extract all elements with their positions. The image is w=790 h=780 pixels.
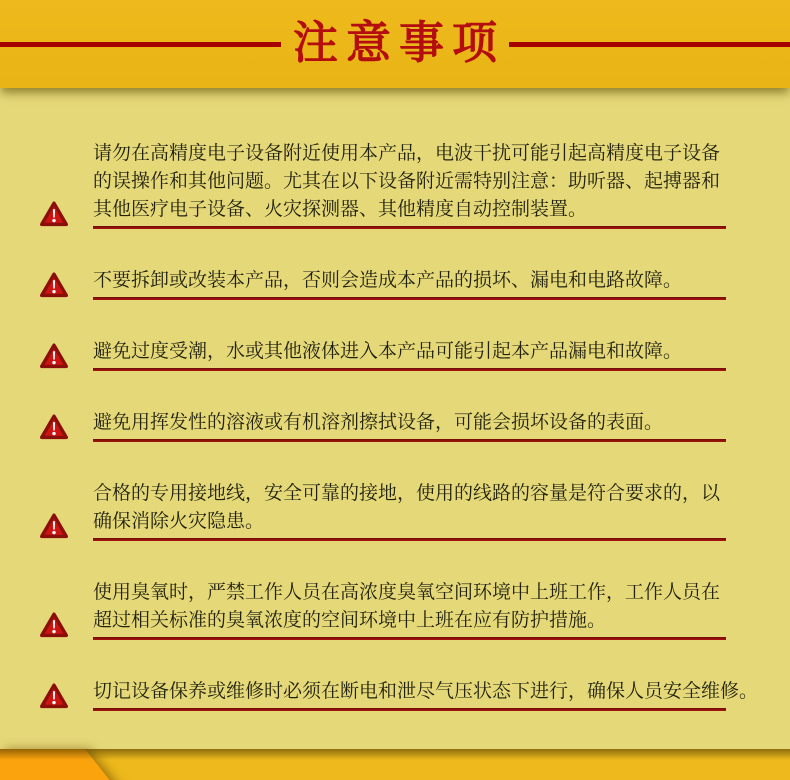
page-title: 注意事项 <box>293 16 506 68</box>
warning-underline <box>93 439 726 442</box>
warning-text-line: 请勿在高精度电子设备附近使用本产品，电波干扰可能引起高精度电子设备 <box>93 143 721 164</box>
warning-item <box>40 267 790 300</box>
warning-underline <box>93 226 726 229</box>
title-rule-left <box>0 42 281 47</box>
footer-band <box>0 749 790 780</box>
warning-text <box>93 678 759 711</box>
warning-text-line: 避免过度受潮，水或其他液体进入本产品可能引起本产品漏电和故障。 <box>93 341 683 362</box>
warning-triangle-icon <box>40 612 68 638</box>
warning-item <box>40 579 790 640</box>
warning-item <box>40 140 790 229</box>
warning-triangle-icon <box>40 414 68 440</box>
warning-text-line: 避免用挥发性的溶液或有机溶剂擦拭设备，可能会损坏设备的表面。 <box>93 412 664 433</box>
warning-text <box>93 480 726 541</box>
warning-text-line: 确保消除火灾隐患。 <box>93 511 265 532</box>
warning-text-line: 切记设备保养或维修时必须在断电和泄尽气压状态下进行，确保人员安全维修。 <box>93 681 759 702</box>
warning-item <box>40 338 790 371</box>
warning-underline <box>93 708 726 711</box>
warning-text <box>93 338 726 371</box>
warning-underline <box>93 297 726 300</box>
warning-text-line: 的误操作和其他问题。尤其在以下设备附近需特别注意：助听器、起搏器和 <box>93 171 721 192</box>
warning-text-line: 使用臭氧时，严禁工作人员在高浓度臭氧空间环境中上班工作，工作人员在 <box>93 582 721 603</box>
warning-text-line: 合格的专用接地线，安全可靠的接地，使用的线路的容量是符合要求的，以 <box>93 483 721 504</box>
footer-orange-trapezoid <box>0 749 123 780</box>
warning-text-line: 其他医疗电子设备、火灾探测器、其他精度自动控制装置。 <box>93 199 588 220</box>
warning-item <box>40 678 790 711</box>
warning-underline <box>93 637 726 640</box>
warning-item <box>40 480 790 541</box>
warning-text <box>93 140 726 229</box>
warning-item <box>40 409 790 442</box>
warning-text-line: 超过相关标准的臭氧浓度的空间环境中上班在应有防护措施。 <box>93 610 607 631</box>
warning-triangle-icon <box>40 343 68 369</box>
warning-list <box>0 88 790 749</box>
warning-text <box>93 267 726 300</box>
warning-text <box>93 409 726 442</box>
warning-triangle-icon <box>40 683 68 709</box>
warning-text-line: 不要拆卸或改装本产品，否则会造成本产品的损坏、漏电和电路故障。 <box>93 270 683 291</box>
warning-underline <box>93 368 726 371</box>
warning-triangle-icon <box>40 272 68 298</box>
warning-triangle-icon <box>40 513 68 539</box>
warning-triangle-icon <box>40 201 68 227</box>
footer-accent-wrap <box>0 749 790 780</box>
title-rule-right <box>509 42 790 47</box>
warning-text <box>93 579 726 640</box>
header <box>0 0 790 88</box>
warning-underline <box>93 538 726 541</box>
